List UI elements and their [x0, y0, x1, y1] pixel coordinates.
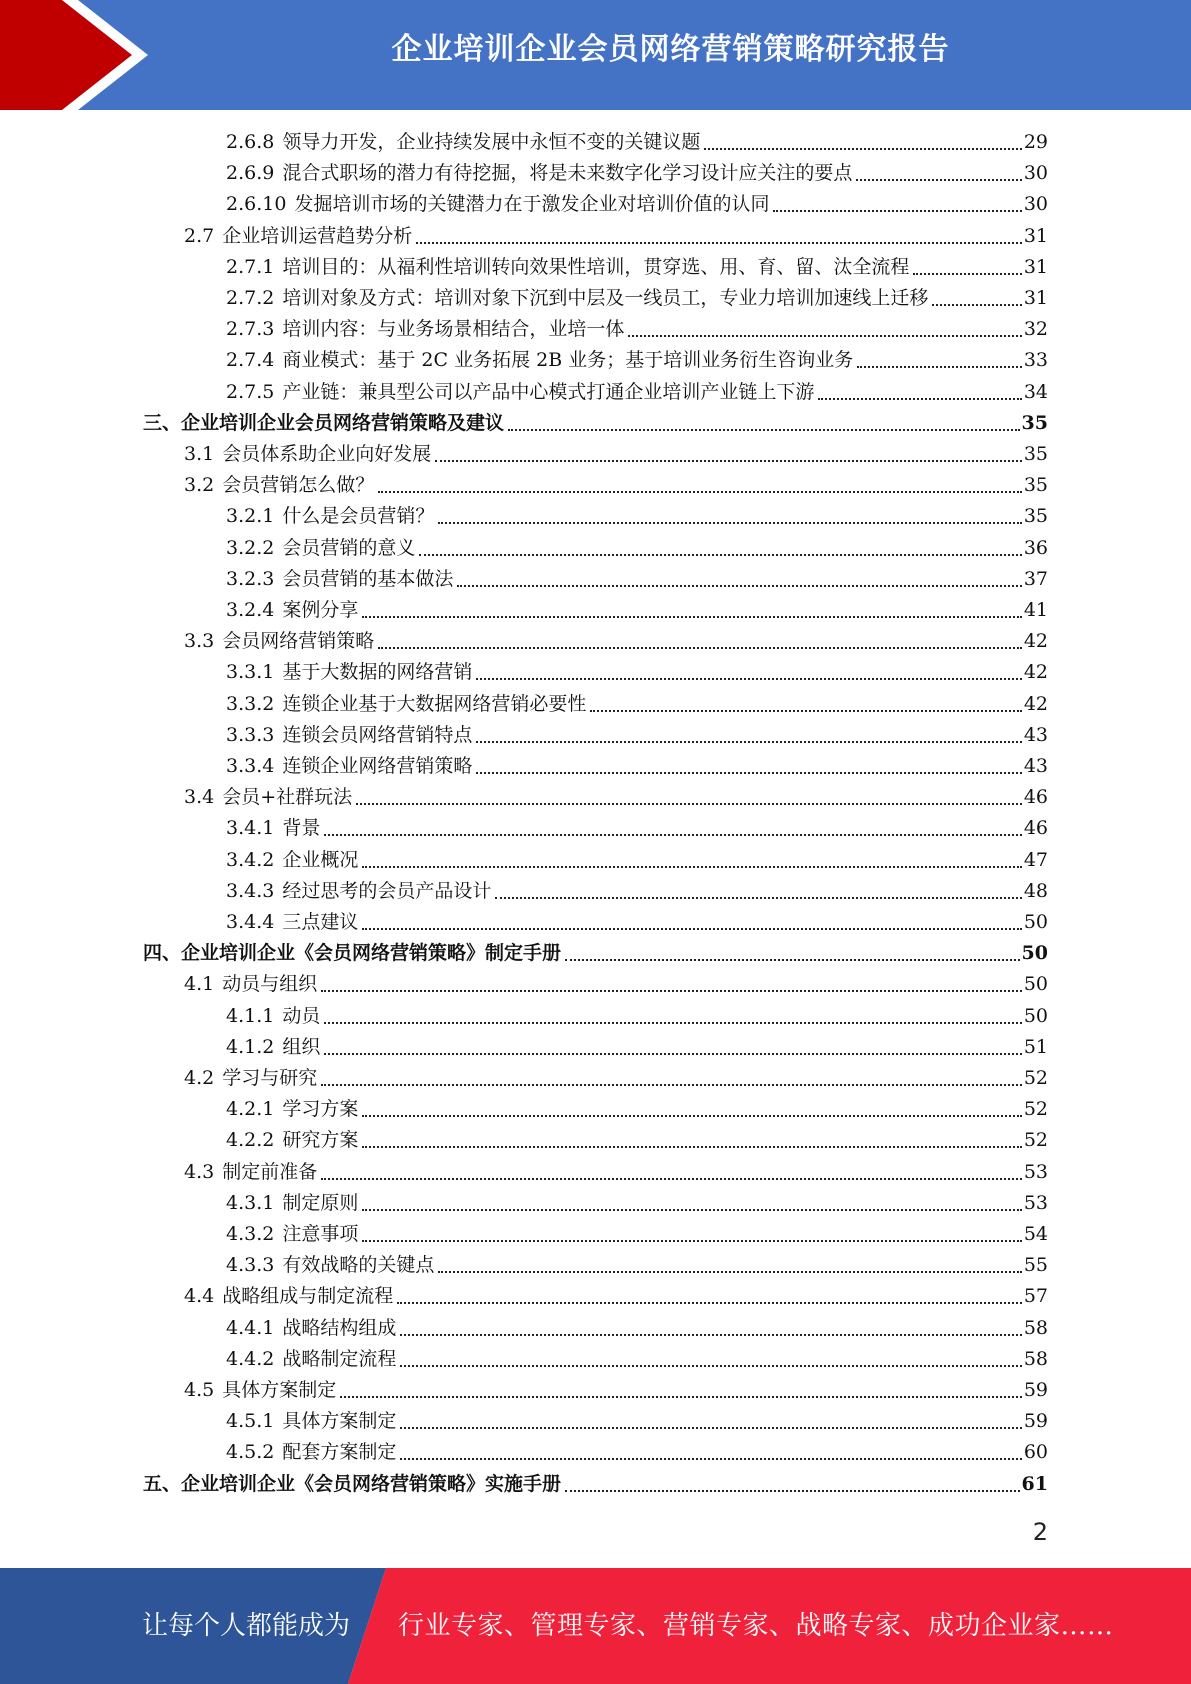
toc-entry[interactable]: [143, 938, 1048, 969]
toc-entry-number: 3.2.2: [226, 536, 275, 559]
toc-dot-leader: [438, 1271, 1021, 1273]
toc-dot-leader: [362, 866, 1021, 868]
toc-dot-leader: [457, 585, 1021, 587]
toc-entry-number: 4.2.2: [226, 1129, 275, 1152]
toc-entry-title: 背景: [282, 817, 321, 840]
toc-entry-page: 30: [1023, 162, 1048, 185]
toc-entry[interactable]: [226, 907, 1048, 938]
toc-entry[interactable]: [226, 252, 1048, 283]
toc-entry[interactable]: [226, 564, 1048, 595]
toc-entry-page: 35: [1023, 505, 1048, 528]
toc-dot-leader: [856, 179, 1021, 181]
toc-dot-leader: [565, 959, 1020, 961]
toc-entry[interactable]: [226, 689, 1048, 720]
toc-entry-page: 42: [1023, 692, 1048, 715]
toc-dot-leader: [818, 398, 1021, 400]
toc-entry-page: 29: [1023, 131, 1048, 153]
toc-entry-number: 3.4.2: [226, 848, 275, 871]
toc-entry-title: 培训目的：从福利性培训转向效果性培训，贯穿选、用、育、留、汰全流程: [282, 255, 910, 278]
toc-entry-title: 注意事项: [282, 1223, 359, 1245]
toc-entry[interactable]: [226, 720, 1048, 751]
toc-entry[interactable]: [184, 470, 1048, 501]
page-number: 2: [1032, 1518, 1048, 1546]
toc-dot-leader: [932, 304, 1021, 306]
toc-entry[interactable]: [226, 813, 1048, 844]
toc-entry-number: 3.4: [184, 786, 215, 809]
toc-entry-page: 36: [1023, 536, 1048, 559]
toc-entry-page: 51: [1023, 1035, 1048, 1058]
toc-entry[interactable]: [226, 501, 1048, 532]
toc-entry-number: 4.5: [184, 1379, 215, 1401]
toc-entry-page: 31: [1023, 224, 1048, 247]
toc-entry-number: 3.2: [184, 474, 215, 497]
toc-entry-page: 54: [1023, 1223, 1048, 1245]
toc-entry-title: 战略组成与制定流程: [222, 1285, 394, 1308]
toc-entry-title: 培训内容：与业务场景相结合，业培一体: [282, 318, 625, 341]
toc-entry-page: 37: [1023, 567, 1048, 590]
toc-entry-title: 案例分享: [282, 599, 359, 621]
toc-dot-leader: [321, 1084, 1022, 1086]
toc-entry-number: 3.4.3: [226, 879, 275, 902]
toc-entry[interactable]: [226, 377, 1048, 408]
toc-entry-title: 研究方案: [282, 1129, 359, 1152]
toc-entry-page: 33: [1023, 349, 1048, 372]
toc-entry-number: 3.4.4: [226, 911, 275, 933]
toc-entry-title: 经过思考的会员产品设计: [282, 879, 492, 902]
toc-entry[interactable]: [226, 1125, 1048, 1156]
toc-entry-page: 52: [1023, 1129, 1048, 1152]
toc-entry-page: 31: [1023, 255, 1048, 278]
toc-dot-leader: [324, 1022, 1021, 1024]
toc-entry-page: 58: [1023, 1316, 1048, 1339]
toc-entry[interactable]: [184, 1281, 1048, 1312]
toc-entry-title: 有效战略的关键点: [282, 1254, 435, 1277]
toc-entry-number: 4.5.2: [226, 1441, 275, 1464]
toc-dot-leader: [476, 741, 1021, 743]
toc-entry-number: 4.3.3: [226, 1254, 275, 1277]
toc-entry-number: 2.7.1: [226, 255, 275, 278]
toc-entry[interactable]: [184, 1375, 1048, 1406]
toc-entry[interactable]: [184, 1157, 1048, 1188]
toc-entry-number: 4.4.2: [226, 1347, 275, 1370]
toc-entry[interactable]: [226, 314, 1048, 345]
toc-entry-page: 53: [1023, 1191, 1048, 1214]
toc-entry-title: 连锁企业基于大数据网络营销必要性: [282, 692, 587, 715]
toc-entry-page: 42: [1023, 661, 1048, 684]
toc-entry-title: 制定原则: [282, 1191, 359, 1214]
toc-entry[interactable]: [226, 1032, 1048, 1063]
toc-entry-title: 会员网络营销策略: [222, 630, 375, 653]
toc-entry-title: 会员营销怎么做？: [222, 474, 375, 497]
toc-entry-page: 46: [1023, 817, 1048, 840]
toc-entry-page: 50: [1023, 911, 1048, 933]
toc-entry-title: 企业培训企业《会员网络营销策略》实施手册: [181, 1472, 562, 1495]
toc-entry[interactable]: [226, 751, 1048, 782]
toc-entry-page: 35: [1023, 474, 1048, 497]
toc-entry-number: 2.7: [184, 224, 215, 247]
toc-entry-page: 53: [1023, 1160, 1048, 1183]
toc-entry-number: 4.1: [184, 973, 215, 996]
toc-entry-title: 企业培训企业会员网络营销策略及建议: [181, 411, 505, 434]
toc-dot-leader: [400, 1458, 1021, 1460]
toc-entry-number: 2.7.3: [226, 318, 275, 341]
toc-entry-title: 发掘培训市场的关键潜力在于激发企业对培训价值的认同: [294, 193, 770, 216]
toc-dot-leader: [400, 1334, 1021, 1336]
toc-entry-title: 三点建议: [282, 911, 359, 933]
toc-dot-leader: [704, 148, 1021, 150]
toc-dot-leader: [476, 678, 1021, 680]
toc-dot-leader: [400, 1427, 1021, 1429]
toc-dot-leader: [362, 1240, 1021, 1242]
toc-entry-page: 48: [1023, 879, 1048, 902]
toc-entry[interactable]: [226, 1188, 1048, 1219]
toc-entry-page: 52: [1023, 1098, 1048, 1121]
toc-entry-number: 2.7.5: [226, 380, 275, 403]
toc-dot-leader: [773, 210, 1021, 212]
toc-entry-title: 具体方案制定: [222, 1379, 337, 1401]
toc-entry[interactable]: [226, 1313, 1048, 1344]
toc-entry-number: 4.2: [184, 1067, 215, 1089]
toc-entry[interactable]: [184, 626, 1048, 657]
toc-entry-number: 3.2.4: [226, 599, 275, 621]
toc-dot-leader: [397, 1302, 1022, 1304]
toc-entry-number: 4.3.2: [226, 1223, 275, 1245]
toc-entry-title: 什么是会员营销？: [282, 505, 435, 528]
toc-dot-leader: [321, 990, 1022, 992]
toc-entry-number: 4.3.1: [226, 1191, 275, 1214]
toc-entry-number: 3.3.2: [226, 692, 275, 715]
toc-entry-number: 4.5.1: [226, 1410, 275, 1433]
toc-entry[interactable]: [226, 533, 1048, 564]
toc-entry-title: 战略结构组成: [282, 1316, 397, 1339]
toc-entry-number: 五、: [143, 1472, 182, 1495]
toc-entry-title: 会员营销的意义: [282, 536, 416, 559]
toc-dot-leader: [508, 429, 1020, 431]
toc-entry[interactable]: [226, 158, 1048, 189]
toc-entry-title: 战略制定流程: [282, 1347, 397, 1370]
toc-entry-number: 4.1.1: [226, 1004, 275, 1027]
toc-entry[interactable]: [226, 1437, 1048, 1468]
toc-dot-leader: [378, 647, 1022, 649]
toc-entry-title: 混合式职场的潜力有待挖掘，将是未来数字化学习设计应关注的要点: [282, 162, 853, 185]
toc-dot-leader: [362, 1146, 1021, 1148]
toc-entry-page: 34: [1023, 380, 1048, 403]
toc-entry[interactable]: [226, 845, 1048, 876]
toc-entry[interactable]: [226, 1219, 1048, 1250]
footer-slogan-left: 让每个人都能成为: [142, 1611, 351, 1641]
toc-dot-leader: [378, 491, 1022, 493]
toc-entry-title: 会员营销的基本做法: [282, 567, 454, 590]
toc-entry-title: 商业模式：基于 2C 业务拓展 2B 业务；基于培训业务衍生咨询业务: [282, 349, 854, 372]
toc-dot-leader: [565, 1490, 1020, 1492]
toc-entry[interactable]: [226, 1250, 1048, 1281]
toc-entry-title: 会员+社群玩法: [222, 786, 353, 809]
toc-entry-page: 50: [1021, 942, 1048, 965]
toc-entry-number: 3.2.1: [226, 505, 275, 528]
toc-entry-page: 32: [1023, 318, 1048, 341]
toc-dot-leader: [628, 335, 1021, 337]
toc-entry[interactable]: [226, 283, 1048, 314]
toc-entry-title: 企业概况: [282, 848, 359, 871]
toc-entry-page: 60: [1023, 1441, 1048, 1464]
toc-entry-title: 动员: [282, 1004, 321, 1027]
toc-entry-page: 59: [1023, 1379, 1048, 1401]
toc-dot-leader: [324, 834, 1021, 836]
toc-entry[interactable]: [226, 1344, 1048, 1375]
toc-entry-number: 2.7.2: [226, 287, 275, 309]
toc-dot-leader: [857, 366, 1022, 368]
toc-entry[interactable]: [143, 408, 1048, 439]
toc-entry[interactable]: [143, 1469, 1048, 1500]
page-footer: [0, 1568, 1191, 1684]
toc-entry-page: 30: [1023, 193, 1048, 216]
toc-entry[interactable]: [226, 1406, 1048, 1437]
toc-entry[interactable]: [184, 969, 1048, 1000]
toc-entry-title: 动员与组织: [222, 973, 318, 996]
toc-entry-title: 培训对象及方式：培训对象下沉到中层及一线员工，专业力培训加速线上迁移: [282, 287, 929, 309]
toc-entry-number: 2.7.4: [226, 349, 275, 372]
toc-entry-number: 2.6.8: [226, 131, 275, 153]
toc-entry[interactable]: [184, 221, 1048, 252]
toc-entry-page: 61: [1021, 1472, 1048, 1495]
toc-entry-number: 2.6.9: [226, 162, 275, 185]
toc-entry-number: 3.3.4: [226, 755, 275, 777]
toc-entry-number: 4.1.2: [226, 1035, 275, 1058]
toc-dot-leader: [590, 710, 1021, 712]
toc-entry-page: 46: [1023, 786, 1048, 809]
toc-dot-leader: [419, 554, 1021, 556]
toc-dot-leader: [362, 1115, 1021, 1117]
toc-entry-title: 具体方案制定: [282, 1410, 397, 1433]
toc-dot-leader: [438, 522, 1021, 524]
toc-entry-page: 35: [1021, 411, 1048, 434]
toc-entry-page: 59: [1023, 1410, 1048, 1433]
toc-entry-number: 3.3: [184, 630, 215, 653]
toc-entry-page: 58: [1023, 1347, 1048, 1370]
toc-entry[interactable]: [226, 1001, 1048, 1032]
toc-entry-page: 55: [1023, 1254, 1048, 1277]
toc-dot-leader: [400, 1365, 1021, 1367]
toc-entry-number: 三、: [143, 411, 182, 434]
toc-entry-number: 四、: [143, 942, 182, 965]
toc-entry[interactable]: [184, 439, 1048, 470]
toc-entry[interactable]: [226, 127, 1048, 158]
toc-dot-leader: [362, 1209, 1021, 1211]
toc-entry-title: 企业培训运营趋势分析: [222, 224, 413, 247]
toc-entry-title: 制定前准备: [222, 1160, 318, 1183]
header-title: 企业培训企业会员网络营销策略研究报告: [391, 32, 950, 67]
toc-entry-number: 4.2.1: [226, 1098, 275, 1121]
toc-entry[interactable]: [184, 1063, 1048, 1094]
toc-entry-page: 50: [1023, 1004, 1048, 1027]
toc-dot-leader: [362, 928, 1021, 930]
toc-entry-title: 产业链：兼具型公司以产品中心模式打通企业培训产业链上下游: [282, 380, 815, 403]
header-arrow-decoration: [0, 0, 160, 110]
toc-dot-leader: [340, 1396, 1022, 1398]
toc-entry-page: 57: [1023, 1285, 1048, 1308]
toc-entry-page: 35: [1023, 443, 1048, 465]
toc-dot-leader: [356, 803, 1022, 805]
toc-entry-title: 学习与研究: [222, 1067, 318, 1089]
footer-slogan-right: 行业专家、管理专家、营销专家、战略专家、成功企业家……: [398, 1611, 1114, 1641]
toc-entry-title: 会员体系助企业向好发展: [222, 443, 432, 465]
toc-dot-leader: [913, 273, 1021, 275]
toc-dot-leader: [321, 1178, 1022, 1180]
toc-entry-number: 2.6.10: [226, 193, 287, 216]
toc-entry-number: 3.3.3: [226, 723, 275, 746]
toc-dot-leader: [435, 460, 1022, 462]
toc-entry-page: 50: [1023, 973, 1048, 996]
toc-entry[interactable]: [226, 345, 1048, 376]
toc-entry-page: 41: [1023, 599, 1048, 621]
toc-entry[interactable]: [226, 595, 1048, 626]
toc-entry[interactable]: [226, 189, 1048, 220]
toc-entry-number: 3.4.1: [226, 817, 275, 840]
toc-dot-leader: [362, 616, 1021, 618]
toc-entry-page: 43: [1023, 723, 1048, 746]
toc-entry-title: 连锁会员网络营销特点: [282, 723, 473, 746]
toc-dot-leader: [324, 1053, 1021, 1055]
toc-entry-number: 3.2.3: [226, 567, 275, 590]
toc-entry-page: 31: [1023, 287, 1048, 309]
toc-entry-title: 连锁企业网络营销策略: [282, 755, 473, 777]
toc-entry-page: 42: [1023, 630, 1048, 653]
page-header: [0, 0, 1191, 110]
toc-entry-number: 4.3: [184, 1160, 215, 1183]
toc-entry[interactable]: [226, 1094, 1048, 1125]
toc-entry-number: 3.1: [184, 443, 215, 465]
toc-entry[interactable]: [184, 782, 1048, 813]
toc-entry-title: 配套方案制定: [282, 1441, 397, 1464]
toc-entry-number: 4.4.1: [226, 1316, 275, 1339]
toc-entry-title: 学习方案: [282, 1098, 359, 1121]
toc-dot-leader: [495, 897, 1021, 899]
toc-dot-leader: [476, 772, 1021, 774]
toc-entry-page: 47: [1023, 848, 1048, 871]
toc-entry-title: 基于大数据的网络营销: [282, 661, 473, 684]
toc-entry[interactable]: [226, 876, 1048, 907]
toc-entry[interactable]: [226, 657, 1048, 688]
toc-entry-number: 4.4: [184, 1285, 215, 1308]
toc-dot-leader: [416, 242, 1022, 244]
toc-entry-page: 52: [1023, 1067, 1048, 1089]
toc-entry-title: 领导力开发，企业持续发展中永恒不变的关键议题: [282, 131, 701, 153]
toc-entry-page: 43: [1023, 755, 1048, 777]
toc-entry-number: 3.3.1: [226, 661, 275, 684]
toc-entry-title: 组织: [282, 1035, 321, 1058]
toc-entry-title: 企业培训企业《会员网络营销策略》制定手册: [181, 942, 562, 965]
